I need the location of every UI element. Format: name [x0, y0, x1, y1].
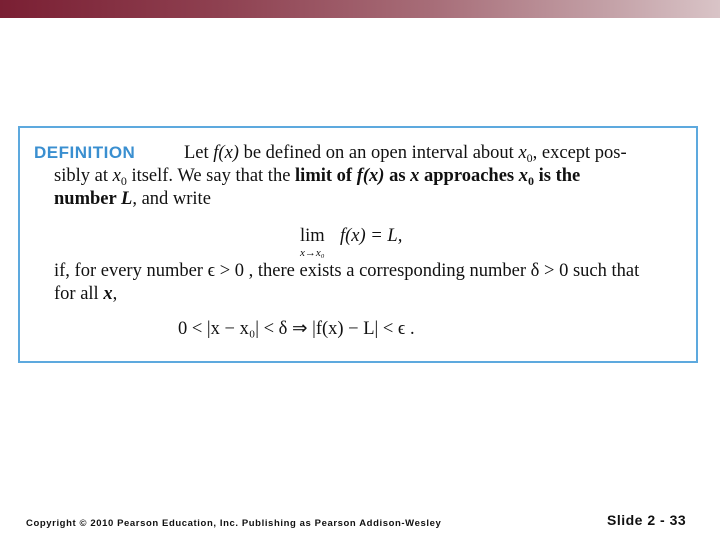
limit-operator: lim	[300, 226, 325, 246]
limit-subscript: x→x₀	[300, 247, 325, 259]
limit-expression: f(x) = L,	[340, 226, 403, 246]
title-bar-gradient	[0, 0, 720, 18]
definition-line-3: number L, and write	[54, 189, 211, 209]
slide-number: Slide 2 - 33	[607, 512, 687, 528]
definition-line-5: if, for every number ϵ > 0 , there exists a corresponding number δ > 0 such that	[54, 261, 640, 281]
epsilon-delta-inequality: 0 < |x − x₀| < δ ⇒ |f(x) − L| < ϵ .	[178, 319, 415, 339]
definition-heading: DEFINITION	[34, 143, 136, 162]
copyright-footer: Copyright © 2010 Pearson Education, Inc. Publishing as Pearson Addison-Wesley	[26, 518, 442, 529]
definition-line-1: Let f(x) be defined on an open interval about $x_0$, except pos-	[184, 143, 627, 165]
definition-line-6: for all x,	[54, 284, 118, 304]
definition-line-2: sibly at $x_0$ itself. We say that the limit of f(x) as x approaches $x_0$ is the	[54, 166, 581, 188]
